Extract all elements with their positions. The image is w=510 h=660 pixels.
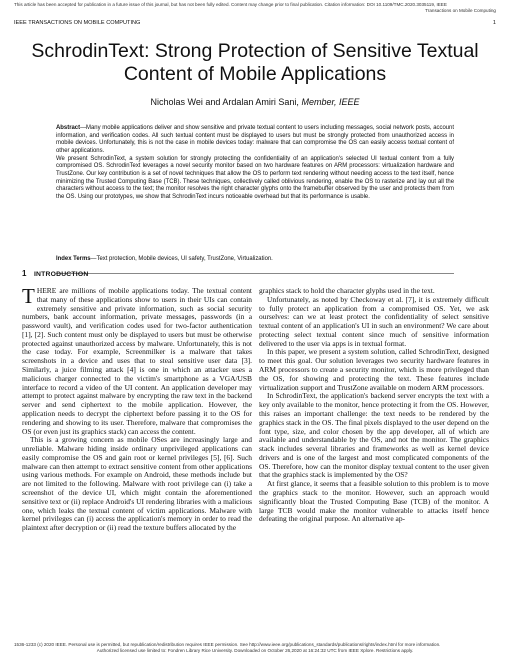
intro-paragraph-2: This is a growing concern as mobile OSes are increasingly large and unreliable. Malware hiding inside ordinary unprivileged applications can easily compromise the OS and gain root or kernel privileges [5], [6]. Such malware can then attempt to extract sensitive content from other applications using various methods. For example on Android, these methods include but are not limited to the following. Malware with root privilege can (i) take a screenshot of the device UI, which might contain the aforementioned sensitive text or (ii) replace Android's UI rendering libraries with a malicious one, which leaks the textual content of victim applications. Malware with kernel privileges can (i) access the application's memory in order to read the plaintext after decryption or (ii) read the texture buffers allocated by the xyxy=(22,435,252,533)
page-footer xyxy=(14,642,496,653)
page-number: 1 xyxy=(492,20,496,26)
section-title: INTRODUCTION xyxy=(33,271,89,278)
notice-line-2: Transactions on Mobile Computing xyxy=(425,7,496,13)
right-paragraph-3: In SchrodinText, the application's backend server encrypts the text with a key only available to the monitor, hence protecting it from the OS. However, this raises an important challenge: the text needs to be rendered by the graphics stack in the OS. The final pixels displayed to the user depend on the font type, size, and color chosen by the app developer, all of which are available and understandable by the OS, and not the monitor. The graphics stack includes several libraries and frameworks as well as kernel device drivers and is one of the largest and most complicated components of the OS. Therefore, how can the monitor display textual content to the user given that the graphics stack is implemented by the OS? xyxy=(259,391,489,480)
running-head xyxy=(14,20,496,26)
right-paragraph-2: In this paper, we present a system solution, called SchrodinText, designed to meet this goal. Our solution leverages two security hardware features in ARM processors to create a security monitor, which is more privileged than the OS, for showing and protecting the text. These features include virtualization support and TrustZone available on modern ARM processors. xyxy=(259,347,489,392)
right-paragraph-0: graphics stack to hold the character glyphs used in the text. xyxy=(259,286,435,295)
intro-paragraph-1-text: HERE are millions of mobile applications today. The textual content that many of these applications show to users in their UIs can contain extremely sensitive and private information, such as social security numbers, bank account information, private messages, passwords (in a password vault), and verification codes used for two-factor authentication [1], [2]. Such content must only be displayed to users but must be otherwise protected against unauthorized access by malware. Unfortunately, this is not the case today. For example, Screenmilker is a malware that takes screenshots in a device and uses that to steal sensitive user data [3]. Similarly, a juice filming attack [4] is one in which an attacker uses a malicious charger connected to the victim's smartphone as a VGA/USB interface to record a video of the UI content. An application developer may attempt to protect against malware by encrypting the raw text in the backend server and send ciphertext to the mobile application. However, the application needs to decrypt the ciphertext before passing it to the OS for rendering and showing to its user. Therefore, malware that compromises the OS (or even just its graphics stack) can access the content. xyxy=(22,286,252,436)
abstract-text-1: —Many mobile applications deliver and show sensitive and private textual content to users including messages, social network posts, account information, and verification codes. All such textual content must be displayed to users but must be strongly protected from unauthorized access in mobile devices. Unfortunately, this is not the case in mobile devices today: malware that can compromise the OS can easily access textual content of other applications. xyxy=(56,125,454,154)
copyright-line: 1536-1233 (c) 2020 IEEE. Personal use is permitted, but republication/redistribution requires IEEE permission. See http://www.ieee.org/publications_standards/publications/rights/index.html for more information. xyxy=(14,642,441,647)
index-terms xyxy=(56,256,454,264)
right-paragraph-4: At first glance, it seems that a feasible solution to this problem is to move the graphics stack to the monitor. However, such an approach would significantly bloat the Trusted Computing Base (TCB) of the monitor. A large TCB would make the monitor vulnerable to attacks itself hence defeating the original purpose. An alternative ap- xyxy=(259,479,489,524)
left-column xyxy=(22,284,252,533)
abstract-divider xyxy=(56,273,454,274)
journal-name: IEEE TRANSACTIONS ON MOBILE COMPUTING xyxy=(14,20,141,26)
right-paragraph-1: Unfortunately, as noted by Checkoway et al. [7], it is extremely difficult to fully protect an application from a compromised OS. Yet, we ask ourselves: can we at least protect the confidentiality of select sensitive textual content of an application's UI in such an environment? We care about protecting select textual content since much of sensitive information delivered to the user via apps is in textual format. xyxy=(259,294,489,348)
section-number: 1 xyxy=(22,269,27,278)
index-terms-text: —Text protection, Mobile devices, UI safety, TrustZone, Virtualization. xyxy=(90,256,273,262)
paper-title: SchrodinText: Strong Protection of Sensitive Textual Content of Mobile Applications xyxy=(31,40,479,85)
index-terms-label: Index Terms xyxy=(56,256,91,262)
right-column xyxy=(259,287,489,524)
author-line xyxy=(20,97,490,107)
author-membership: Member, IEEE xyxy=(301,97,360,107)
notice-line-1: This article has been accepted for publication in a future issue of this journal, but has not been fully edited. Content may change prior to final publication. Citation information: DOI 10.1109/TMC.2020.3035119, IEEE xyxy=(14,2,447,7)
intro-paragraph-1 xyxy=(22,284,252,436)
drop-cap: T xyxy=(22,284,35,308)
abstract-label: Abstract xyxy=(56,125,81,131)
abstract xyxy=(56,125,454,202)
license-line: Authorized licensed use limited to: Fondren Library Rice University. Downloaded on October 26,2020 at 16:24:32 UTC from IEEE Xplore. Restrictions apply. xyxy=(96,647,414,653)
abstract-paragraph-2: We present SchrodinText, a system solution for strongly protecting the confidentiality of an application's selected UI textual content from a fully compromised OS. SchrodinText leverages a novel security monitor based on two hardware features on ARM processors: virtualization hardware and TrustZone. Our key contribution is a set of novel techniques that allow the OS to perform text rendering without needing access to the text itself, hence minimizing the Trusted Computing Base (TCB). These techniques, collectively called oblivious rendering, enable the OS to rasterize and lay out all the characters without access to the text; the monitor resolves the right character glyphs onto the framebuffer observed by the user and protects them from the OS. Using our prototypes, we show that SchrodinText incurs noticeable overhead but that its performance is usable. xyxy=(56,155,454,200)
author-names: Nicholas Wei and Ardalan Amiri Sani, xyxy=(150,97,299,107)
abstract-paragraph-1 xyxy=(56,125,454,156)
prepublication-notice xyxy=(14,2,496,13)
section-heading xyxy=(22,269,88,278)
